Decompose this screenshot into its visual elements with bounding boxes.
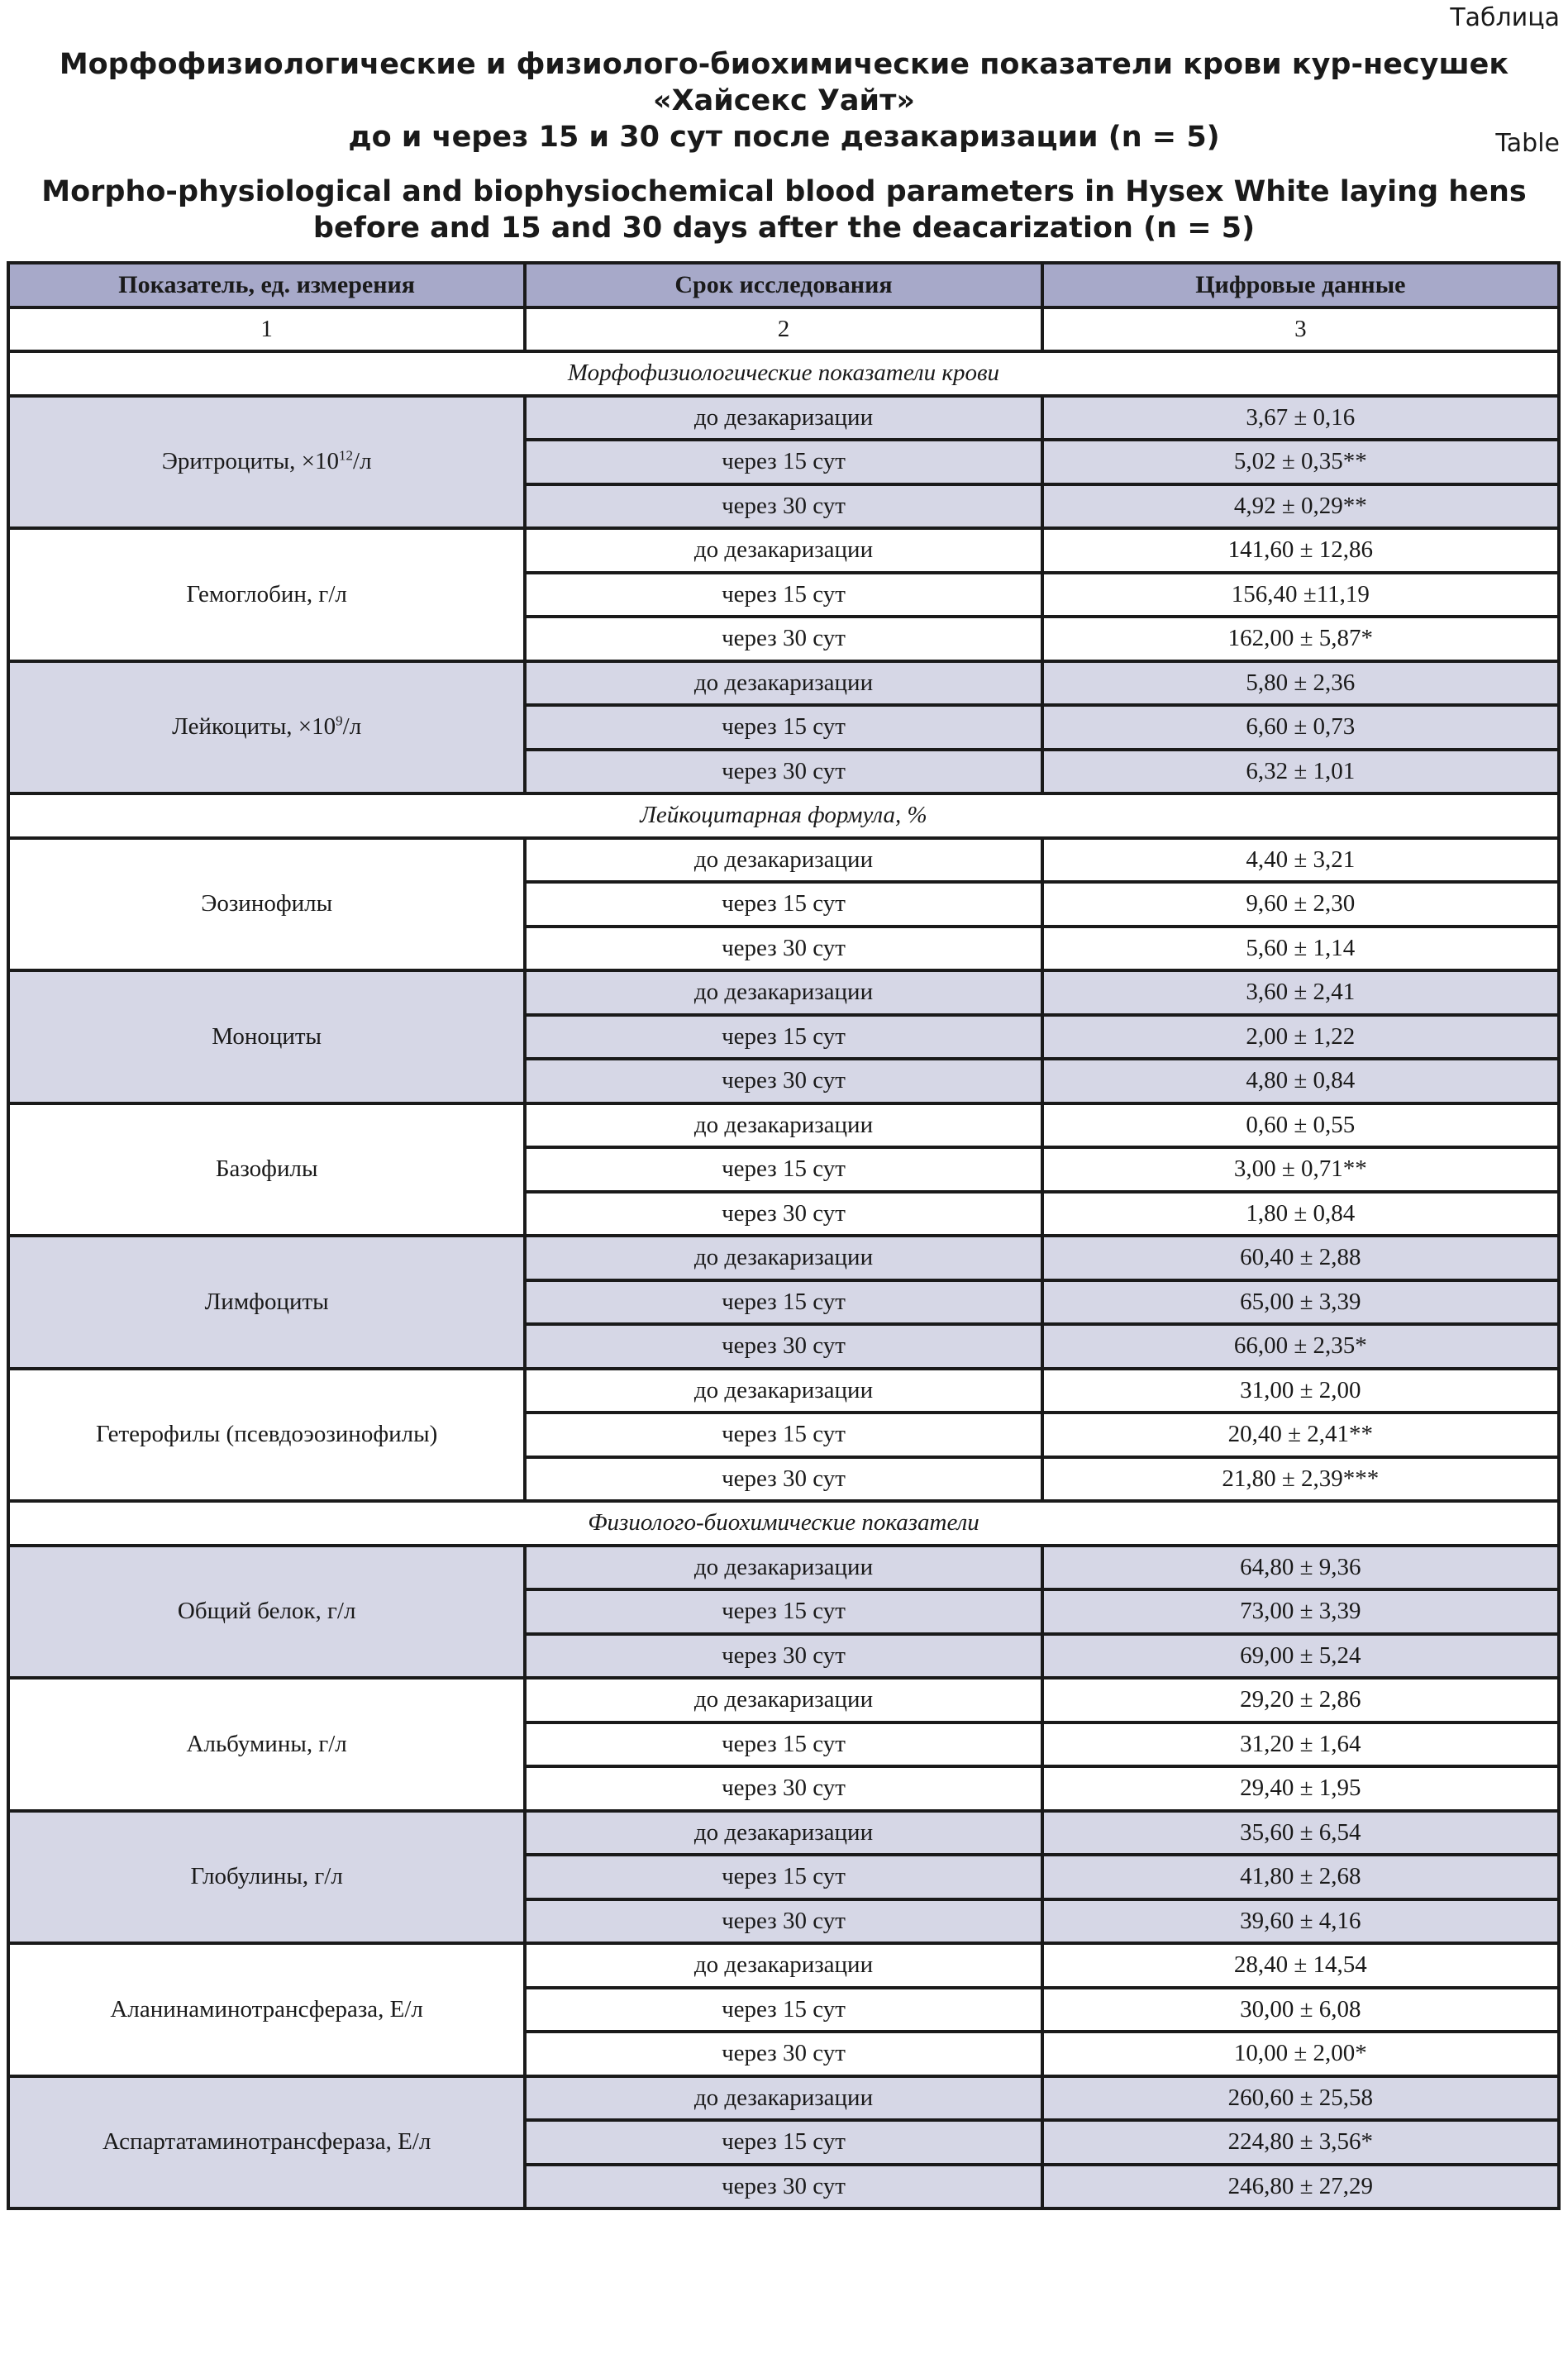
value-cell: 4,92 ± 0,29**: [1042, 484, 1559, 529]
indicator-name-cell: [8, 1943, 525, 2076]
period-cell: через 15 сут: [525, 1413, 1041, 1457]
indicator-unit: /л: [342, 713, 362, 741]
header-indicator: Показатель, ед. измерения: [8, 263, 525, 307]
table-row: [8, 661, 1559, 706]
value-cell: 5,60 ± 1,14: [1042, 927, 1559, 971]
indicator-name: Глобулины, г/л: [190, 1863, 343, 1890]
period-cell: через 30 сут: [525, 2032, 1041, 2076]
section-row: [8, 1501, 1559, 1546]
period-cell: через 15 сут: [525, 1280, 1041, 1325]
period-cell: до дезакаризации: [525, 1678, 1041, 1722]
period-cell: через 15 сут: [525, 705, 1041, 750]
value-cell: 64,80 ± 9,36: [1042, 1546, 1559, 1590]
table-row: [8, 396, 1559, 441]
period-cell: через 30 сут: [525, 1059, 1041, 1103]
indicator-name: Аспартатаминотрансфераза, Е/л: [102, 2128, 431, 2156]
table-title-ru-line1: Морфофизиологические и физиолого-биохимические показатели крови кур-несушек «Хайсекс Уайт»: [59, 48, 1509, 117]
value-cell: 30,00 ± 6,08: [1042, 1988, 1559, 2032]
table-row: [8, 1236, 1559, 1280]
table-row: [8, 970, 1559, 1015]
value-cell: 31,20 ± 1,64: [1042, 1722, 1559, 1767]
value-cell: 162,00 ± 5,87*: [1042, 617, 1559, 661]
value-cell: 4,80 ± 0,84: [1042, 1059, 1559, 1103]
value-cell: 3,60 ± 2,41: [1042, 970, 1559, 1015]
value-cell: 3,67 ± 0,16: [1042, 396, 1559, 441]
table-row: [8, 838, 1559, 883]
header-row: [8, 263, 1559, 307]
table-row: [8, 2076, 1559, 2121]
period-cell: до дезакаризации: [525, 396, 1041, 441]
header-period: Срок исследования: [525, 263, 1041, 307]
indicator-name-cell: [8, 1811, 525, 1944]
table-title-ru-line2: до и через 15 и 30 сут после дезакаризации (n = 5): [348, 121, 1220, 154]
indicator-name: Эозинофилы: [201, 890, 333, 917]
section-title: Морфофизиологические показатели крови: [8, 351, 1559, 396]
period-cell: через 30 сут: [525, 617, 1041, 661]
indicator-name-cell: [8, 1103, 525, 1236]
value-cell: 0,60 ± 0,55: [1042, 1103, 1559, 1148]
indicator-name: Гемоглобин, г/л: [186, 580, 347, 607]
period-cell: через 30 сут: [525, 750, 1041, 794]
period-cell: через 15 сут: [525, 1147, 1041, 1192]
table-row: [8, 1678, 1559, 1722]
indicator-name-cell: [8, 970, 525, 1103]
period-cell: до дезакаризации: [525, 661, 1041, 706]
value-cell: 224,80 ± 3,56*: [1042, 2120, 1559, 2165]
value-cell: 6,32 ± 1,01: [1042, 750, 1559, 794]
period-cell: через 30 сут: [525, 484, 1041, 529]
period-cell: через 15 сут: [525, 2120, 1041, 2165]
period-cell: через 30 сут: [525, 1457, 1041, 1502]
value-cell: 1,80 ± 0,84: [1042, 1192, 1559, 1236]
value-cell: 39,60 ± 4,16: [1042, 1899, 1559, 1944]
value-cell: 246,80 ± 27,29: [1042, 2165, 1559, 2209]
indicator-exponent: 9: [336, 712, 343, 729]
indicator-exponent: 12: [339, 447, 354, 464]
section-title: Физиолого-биохимические показатели: [8, 1501, 1559, 1546]
value-cell: 4,40 ± 3,21: [1042, 838, 1559, 883]
period-cell: до дезакаризации: [525, 528, 1041, 573]
table-row: [8, 1811, 1559, 1856]
indicator-name-cell: [8, 528, 525, 661]
period-cell: до дезакаризации: [525, 1103, 1041, 1148]
indicator-name-cell: [8, 1546, 525, 1679]
table-label-en: Table: [1495, 129, 1560, 158]
value-cell: 5,02 ± 0,35**: [1042, 440, 1559, 484]
indicator-name: Лейкоциты, ×10: [172, 713, 336, 741]
period-cell: через 30 сут: [525, 1899, 1041, 1944]
period-cell: до дезакаризации: [525, 1811, 1041, 1856]
table-row: [8, 1943, 1559, 1988]
value-cell: 141,60 ± 12,86: [1042, 528, 1559, 573]
period-cell: через 30 сут: [525, 1766, 1041, 1811]
value-cell: 66,00 ± 2,35*: [1042, 1324, 1559, 1369]
value-cell: 9,60 ± 2,30: [1042, 882, 1559, 927]
column-number-row: [8, 307, 1559, 352]
value-cell: 29,20 ± 2,86: [1042, 1678, 1559, 1722]
table-body: [8, 307, 1559, 2209]
section-title: Лейкоцитарная формула, %: [8, 793, 1559, 838]
period-cell: до дезакаризации: [525, 1943, 1041, 1988]
period-cell: до дезакаризации: [525, 1236, 1041, 1280]
period-cell: до дезакаризации: [525, 2076, 1041, 2121]
period-cell: через 15 сут: [525, 1589, 1041, 1634]
section-row: [8, 351, 1559, 396]
period-cell: через 15 сут: [525, 882, 1041, 927]
period-cell: через 30 сут: [525, 2165, 1041, 2209]
value-cell: 31,00 ± 2,00: [1042, 1369, 1559, 1413]
value-cell: 3,00 ± 0,71**: [1042, 1147, 1559, 1192]
value-cell: 260,60 ± 25,58: [1042, 2076, 1559, 2121]
value-cell: 156,40 ±11,19: [1042, 573, 1559, 617]
period-cell: через 15 сут: [525, 440, 1041, 484]
table-row: [8, 528, 1559, 573]
value-cell: 69,00 ± 5,24: [1042, 1634, 1559, 1679]
value-cell: 5,80 ± 2,36: [1042, 661, 1559, 706]
period-cell: через 15 сут: [525, 573, 1041, 617]
indicator-name-cell: [8, 1678, 525, 1811]
period-cell: через 30 сут: [525, 1324, 1041, 1369]
table-row: [8, 1103, 1559, 1148]
indicator-name: Базофилы: [215, 1155, 318, 1183]
period-cell: до дезакаризации: [525, 970, 1041, 1015]
value-cell: 20,40 ± 2,41**: [1042, 1413, 1559, 1457]
indicator-name: Гетерофилы (псевдоэозинофилы): [96, 1421, 438, 1448]
value-cell: 35,60 ± 6,54: [1042, 1811, 1559, 1856]
indicator-name: Моноциты: [212, 1022, 322, 1050]
indicator-name: Лимфоциты: [204, 1288, 329, 1315]
indicator-name-cell: [8, 661, 525, 794]
value-cell: 60,40 ± 2,88: [1042, 1236, 1559, 1280]
indicator-name-cell: [8, 1236, 525, 1369]
period-cell: через 15 сут: [525, 1988, 1041, 2032]
table-title-en-line1: Morpho-physiological and biophysiochemical blood parameters in Hysex White laying hens: [41, 175, 1527, 208]
table-row: [8, 1546, 1559, 1590]
table-title-en-line2: before and 15 and 30 days after the deacarization (n = 5): [312, 212, 1256, 245]
period-cell: через 15 сут: [525, 1855, 1041, 1899]
indicator-name: Общий белок, г/л: [177, 1598, 356, 1625]
indicator-unit: /л: [353, 448, 372, 475]
indicator-name-cell: [8, 1369, 525, 1502]
indicator-name: Альбумины, г/л: [186, 1730, 347, 1757]
indicator-name-cell: [8, 396, 525, 529]
period-cell: через 30 сут: [525, 927, 1041, 971]
value-cell: 28,40 ± 14,54: [1042, 1943, 1559, 1988]
period-cell: до дезакаризации: [525, 1369, 1041, 1413]
column-number: 3: [1042, 307, 1559, 352]
table-row: [8, 1369, 1559, 1413]
value-cell: 73,00 ± 3,39: [1042, 1589, 1559, 1634]
value-cell: 65,00 ± 3,39: [1042, 1280, 1559, 1325]
table-title-ru: [0, 46, 1568, 155]
indicator-name-cell: [8, 2076, 525, 2209]
indicator-name: Эритроциты, ×10: [161, 448, 340, 475]
header-value: Цифровые данные: [1042, 263, 1559, 307]
value-cell: 41,80 ± 2,68: [1042, 1855, 1559, 1899]
indicator-name: Аланинаминотрансфераза, Е/л: [110, 1995, 423, 2023]
period-cell: через 15 сут: [525, 1015, 1041, 1060]
table-label-ru: Таблица: [1450, 3, 1560, 32]
column-number: 2: [525, 307, 1041, 352]
period-cell: через 30 сут: [525, 1634, 1041, 1679]
period-cell: через 15 сут: [525, 1722, 1041, 1767]
period-cell: до дезакаризации: [525, 838, 1041, 883]
indicator-name-cell: [8, 838, 525, 971]
value-cell: 29,40 ± 1,95: [1042, 1766, 1559, 1811]
section-row: [8, 793, 1559, 838]
blood-parameters-table: [7, 261, 1561, 2210]
value-cell: 10,00 ± 2,00*: [1042, 2032, 1559, 2076]
period-cell: через 30 сут: [525, 1192, 1041, 1236]
table-title-en: [0, 174, 1568, 246]
period-cell: до дезакаризации: [525, 1546, 1041, 1590]
value-cell: 6,60 ± 0,73: [1042, 705, 1559, 750]
column-number: 1: [8, 307, 525, 352]
value-cell: 21,80 ± 2,39***: [1042, 1457, 1559, 1502]
value-cell: 2,00 ± 1,22: [1042, 1015, 1559, 1060]
